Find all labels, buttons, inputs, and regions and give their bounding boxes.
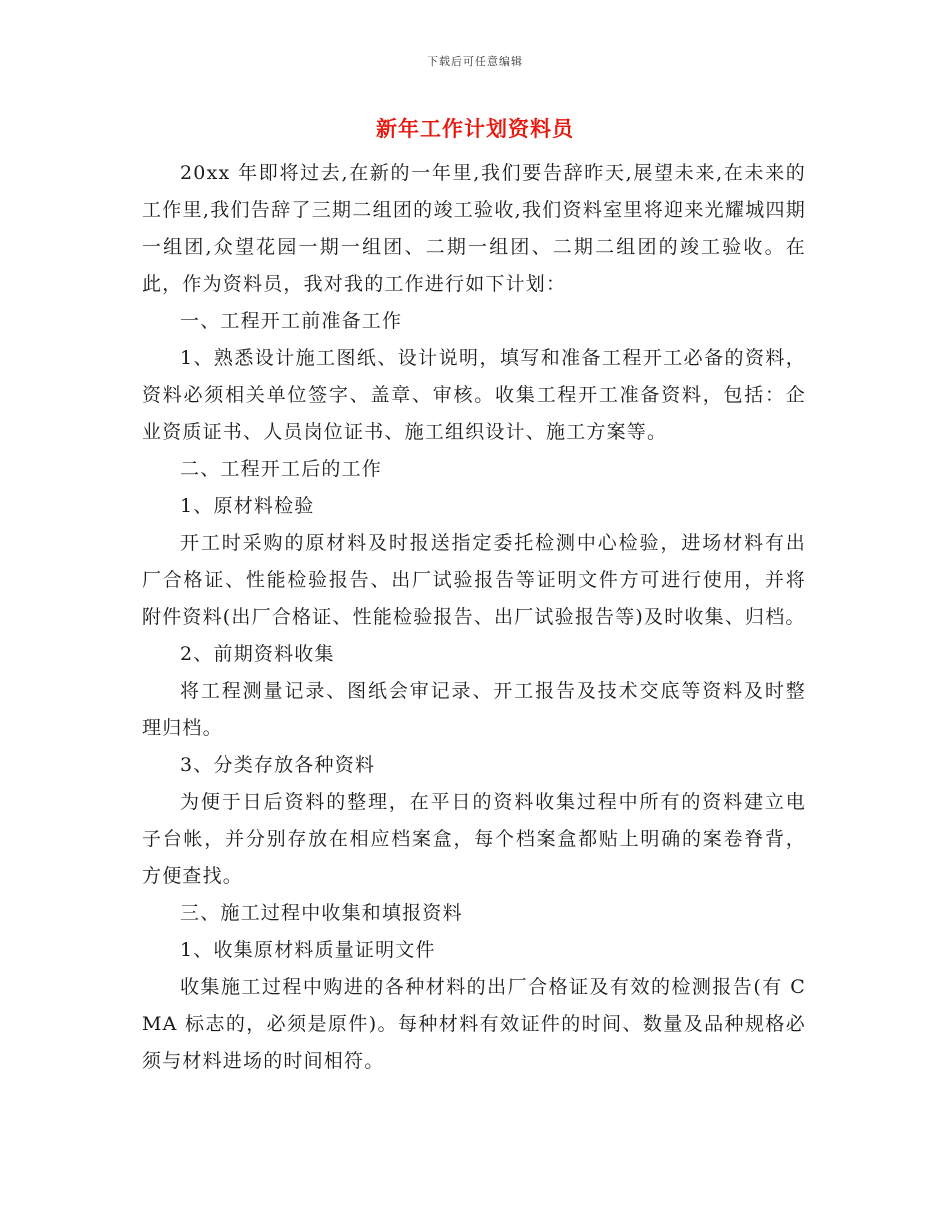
section-heading-2: 二、工程开工后的工作 bbox=[180, 458, 383, 480]
paragraph-early-docs: 将工程测量记录、图纸会审记录、开工报告及技术交底等资料及时整理归档。 bbox=[142, 680, 806, 739]
paragraph-raw-material: 开工时采购的原材料及时报送指定委托检测中心检验，进场材料有出厂合格证、性能检验报告、出厂试验报告等证明文件方可进行使用，并将附件资料(出厂合格证、性能检验报告、出厂试验报告等)及时收集、归档。 bbox=[142, 532, 806, 628]
paragraph-storage: 为便于日后资料的整理，在平日的资料收集过程中所有的资料建立电子台帐，并分别存放在相应档案盒，每个档案盒都贴上明确的案卷脊背，方便查找。 bbox=[142, 791, 806, 887]
subheading-quality-docs: 1、收集原材料质量证明文件 bbox=[180, 939, 436, 961]
document-body bbox=[142, 155, 806, 1080]
subheading-raw-material: 1、原材料检验 bbox=[180, 495, 315, 517]
page-header-note: 下载后可任意编辑 bbox=[427, 55, 523, 68]
document-title: 新年工作计划资料员 bbox=[376, 116, 574, 141]
subheading-early-docs: 2、前期资料收集 bbox=[180, 643, 335, 665]
paragraph-quality-docs: 收集施工过程中购进的各种材料的出厂合格证及有效的检测报告(有 CMA 标志的，必须是原件)。每种材料有效证件的时间、数量及品种规格必须与材料进场的时间相符。 bbox=[142, 976, 806, 1072]
paragraph-prep: 1、熟悉设计施工图纸、设计说明，填写和准备工程开工必备的资料，资料必须相关单位签字、盖章、审核。收集工程开工准备资料，包括：企业资质证书、人员岗位证书、施工组织设计、施工方案等。 bbox=[142, 347, 806, 443]
paragraph-intro: 20xx 年即将过去,在新的一年里,我们要告辞昨天,展望未来,在未来的工作里,我们告辞了三期二组团的竣工验收,我们资料室里将迎来光耀城四期一组团,众望花园一期一组团、二期一组团、二期二组团的竣工验收。在此，作为资料员，我对我的工作进行如下计划： bbox=[142, 162, 806, 295]
subheading-storage: 3、分类存放各种资料 bbox=[180, 754, 376, 776]
section-heading-3: 三、施工过程中收集和填报资料 bbox=[180, 902, 463, 924]
section-heading-1: 一、工程开工前准备工作 bbox=[180, 310, 403, 332]
